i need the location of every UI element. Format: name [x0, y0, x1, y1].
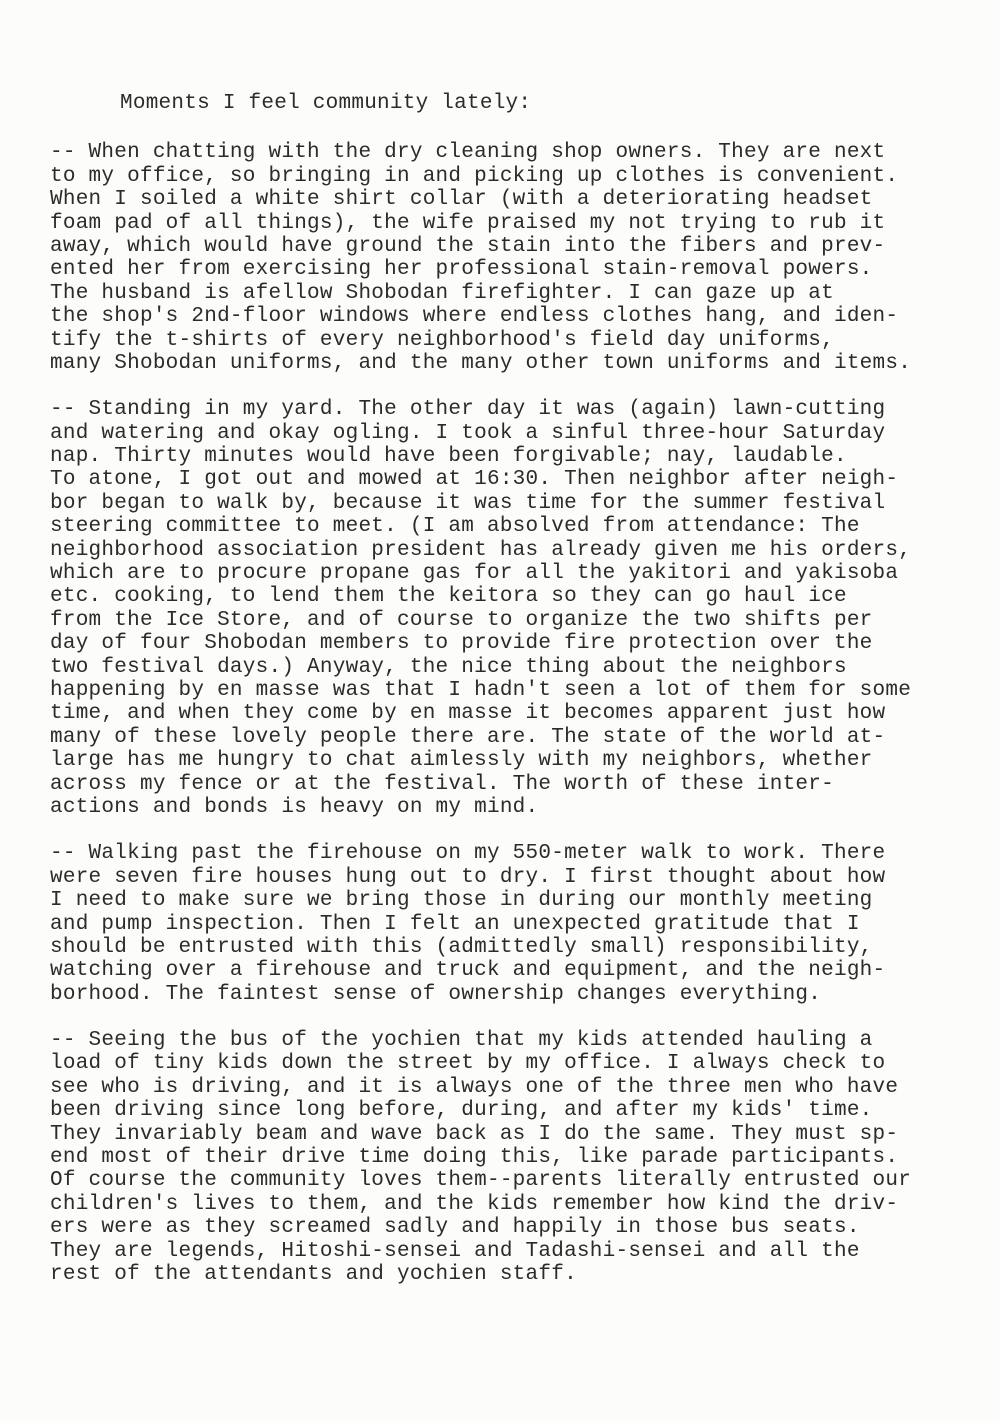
text-line: across my fence or at the festival. The worth of these inter- [50, 772, 834, 796]
text-line: neighborhood association president has already given me his orders, [50, 538, 912, 562]
text-line: children's lives to them, and the kids remember how kind the driv- [50, 1192, 899, 1216]
text-line: -- Standing in my yard. The other day it was (again) lawn-cutting [50, 398, 886, 422]
text-line: to my office, so bringing in and picking up clothes is convenient. [50, 164, 899, 188]
text-line: The husband is afellow Shobodan firefighter. I can gaze up at [50, 281, 834, 305]
text-line: -- Walking past the firehouse on my 550-meter walk to work. There [50, 842, 886, 866]
page-heading: Moments I feel community lately: [120, 92, 532, 115]
text-line: large has me hungry to chat aimlessly with my neighbors, whether [50, 749, 873, 773]
text-line: end most of their drive time doing this, like parade participants. [50, 1146, 899, 1170]
text-line: away, which would have ground the stain into the fibers and prev- [50, 234, 886, 258]
text-line: ented her from exercising her professional stain-removal powers. [50, 258, 873, 282]
paragraph-yochien-bus [50, 1029, 990, 1286]
text-line: were seven fire houses hung out to dry. I first thought about how [50, 865, 886, 889]
text-line: borhood. The faintest sense of ownership changes everything. [50, 982, 822, 1006]
text-line: -- When chatting with the dry cleaning shop owners. They are next [50, 141, 886, 165]
text-line: bor began to walk by, because it was time for the summer festival [50, 491, 886, 515]
text-line: happening by en masse was that I hadn't seen a lot of them for some [50, 679, 912, 702]
text-line: load of tiny kids down the street by my office. I always check to [50, 1052, 886, 1076]
text-line: actions and bonds is heavy on my mind. [50, 795, 539, 819]
text-line: the shop's 2nd-floor windows where endless clothes hang, and iden- [50, 305, 899, 329]
text-line: rest of the attendants and yochien staff. [50, 1262, 577, 1286]
text-line: -- Seeing the bus of the yochien that my kids attended hauling a [50, 1029, 873, 1053]
text-line: many Shobodan uniforms, and the many other town uniforms and items. [50, 351, 912, 375]
text-line: which are to procure propane gas for all the yakitori and yakisoba [50, 562, 899, 586]
text-line: They invariably beam and wave back as I do the same. They must sp- [50, 1122, 899, 1146]
paragraph-yard [50, 398, 990, 819]
text-line: been driving since long before, during, and after my kids' time. [50, 1099, 873, 1123]
text-line: time, and when they come by en masse it becomes apparent just how [50, 702, 886, 726]
text-line: watching over a firehouse and truck and equipment, and the neigh- [50, 959, 886, 983]
text-line: and pump inspection. Then I felt an unexpected gratitude that I [50, 912, 860, 936]
text-line: and watering and okay ogling. I took a sinful three-hour Saturday [50, 421, 886, 445]
text-line: many of these lovely people there are. The state of the world at- [50, 725, 886, 749]
text-line: two festival days.) Anyway, the nice thing about the neighbors [50, 655, 847, 679]
text-line: steering committee to meet. (I am absolved from attendance: The [50, 515, 860, 539]
text-line: etc. cooking, to lend them the keitora so they can go haul ice [50, 585, 847, 609]
page-body [50, 92, 990, 1309]
text-line: see who is driving, and it is always one of the three men who have [50, 1075, 899, 1099]
paragraph-firehouse [50, 842, 990, 1006]
text-line: ers were as they screamed sadly and happily in those bus seats. [50, 1216, 860, 1240]
text-line: When I soiled a white shirt collar (with a deteriorating headset [50, 188, 873, 212]
text-line: I need to make sure we bring those in during our monthly meeting [50, 889, 873, 913]
text-line: day of four Shobodan members to provide fire protection over the [50, 632, 873, 656]
text-line: from the Ice Store, and of course to organize the two shifts per [50, 608, 873, 632]
text-line: tify the t-shirts of every neighborhood's field day uniforms, [50, 328, 834, 352]
text-line: foam pad of all things), the wife praised my not trying to rub it [50, 211, 886, 235]
text-line: nap. Thirty minutes would have been forgivable; nay, laudable. [50, 445, 847, 469]
text-line: To atone, I got out and mowed at 16:30. Then neighbor after neigh- [50, 468, 899, 492]
text-line: They are legends, Hitoshi-sensei and Tadashi-sensei and all the [50, 1239, 860, 1263]
text-line: Of course the community loves them--parents literally entrusted our [50, 1169, 912, 1193]
paragraph-dry-cleaning [50, 141, 990, 375]
text-line: should be entrusted with this (admittedly small) responsibility, [50, 935, 873, 959]
